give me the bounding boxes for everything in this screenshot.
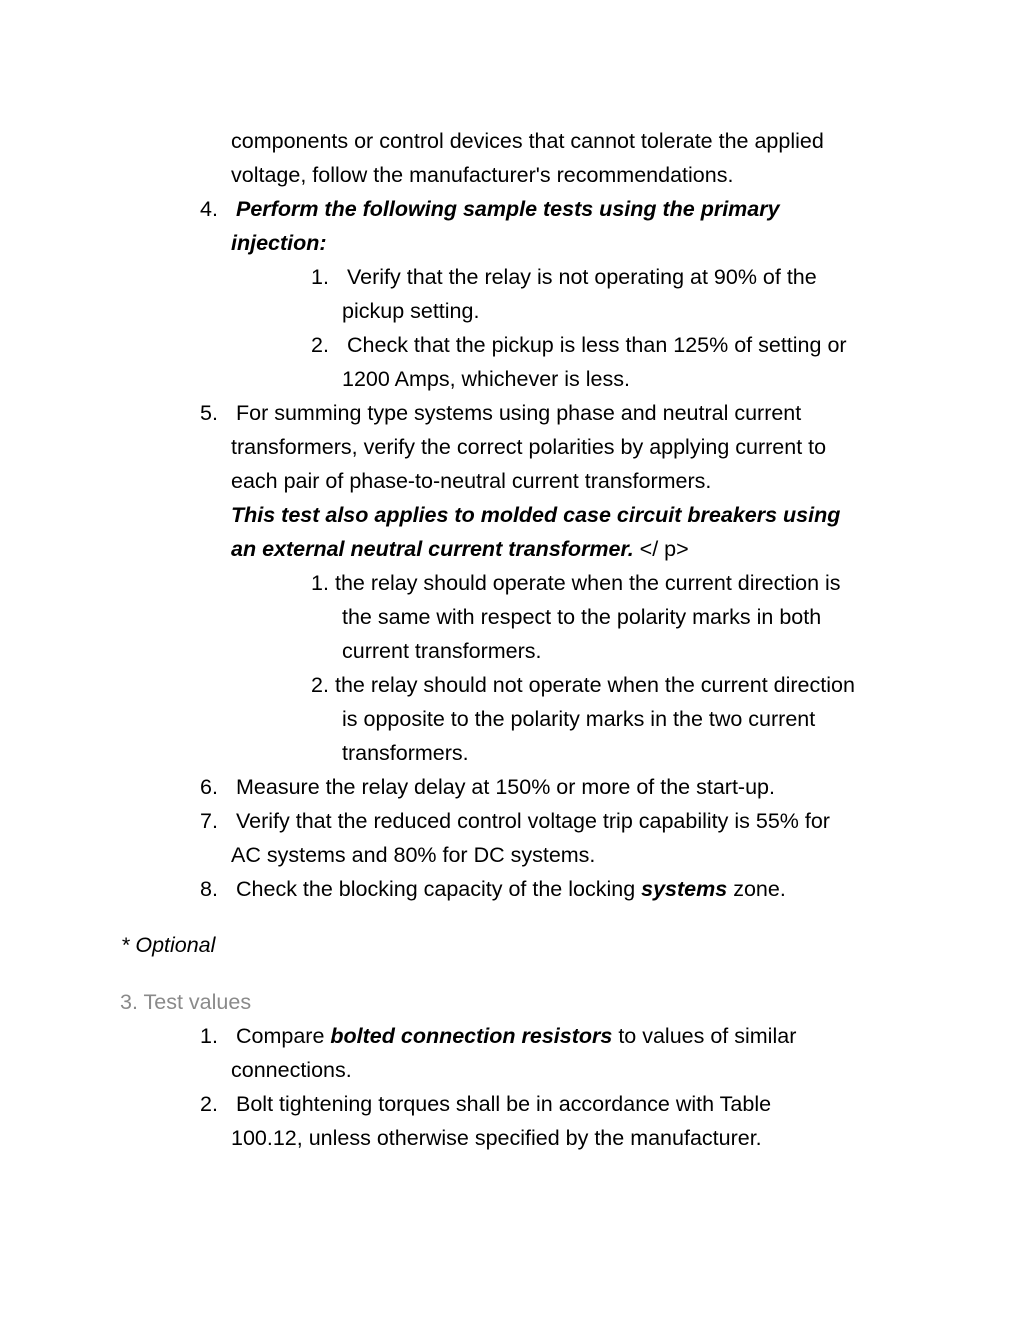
item4-sub1-line-1: Verify that the relay is not operating at 90% of the	[347, 265, 817, 289]
item5-line-2: transformers, verify the correct polarities by applying current to	[231, 435, 827, 459]
section-heading: 3. Test values	[120, 990, 252, 1014]
section3-item1-line-1	[236, 1019, 796, 1053]
sublist-item-number: 2.	[311, 333, 329, 357]
item5-sub2-line-2: is opposite to the polarity marks in the two current	[342, 707, 816, 731]
item5-note-line-1: This test also applies to molded case circuit breakers using	[231, 503, 841, 527]
item5-note-bold: an external neutral current transformer.	[231, 537, 634, 561]
list-item-number: 2.	[200, 1092, 218, 1116]
sublist-item-number: 1.	[311, 265, 329, 289]
list-item-number: 6.	[200, 775, 218, 799]
item5-note-line-2	[231, 532, 689, 566]
sublist-item-number: 1.	[311, 571, 329, 595]
section3-item1-line-2: connections.	[231, 1058, 352, 1082]
section3-item1-bold: bolted connection resistors	[330, 1024, 613, 1048]
list-item-number: 5.	[200, 401, 218, 425]
item6-line-1: Measure the relay delay at 150% or more of the start-up.	[236, 775, 775, 799]
item8-text-after: zone.	[727, 877, 786, 901]
item7-line-1: Verify that the reduced control voltage trip capability is 55% for	[236, 809, 830, 833]
item4-line-1: Perform the following sample tests using the primary	[236, 197, 780, 221]
sublist-item-number: 2.	[311, 673, 329, 697]
item5-sub1-line-2: the same with respect to the polarity marks in both	[342, 605, 822, 629]
section3-item2-line-1: Bolt tightening torques shall be in accordance with Table	[236, 1092, 772, 1116]
item8-line-1	[236, 872, 786, 906]
section3-item1-text-before: Compare	[236, 1024, 331, 1048]
item5-sub1-line-1: the relay should operate when the current direction is	[335, 571, 841, 595]
continuation-line-1: components or control devices that cannot tolerate the applied	[231, 129, 824, 153]
list-item-number: 8.	[200, 877, 218, 901]
item5-note-tail: </ p>	[633, 537, 689, 561]
list-item-number: 4.	[200, 197, 218, 221]
item4-line-2: injection:	[231, 231, 327, 255]
item4-sub2-line-2: 1200 Amps, whichever is less.	[342, 367, 630, 391]
list-item-number: 1.	[200, 1024, 218, 1048]
section3-item2-line-2: 100.12, unless otherwise specified by the manufacturer.	[231, 1126, 762, 1150]
item8-text-before: Check the blocking capacity of the locking	[236, 877, 642, 901]
item5-sub2-line-1: the relay should not operate when the current direction	[335, 673, 855, 697]
continuation-line-2: voltage, follow the manufacturer's recommendations.	[231, 163, 734, 187]
item5-sub1-line-3: current transformers.	[342, 639, 542, 663]
item5-line-1: For summing type systems using phase and neutral current	[236, 401, 802, 425]
item4-sub1-line-2: pickup setting.	[342, 299, 480, 323]
item5-line-3: each pair of phase-to-neutral current transformers.	[231, 469, 712, 493]
item8-bold: systems	[641, 877, 728, 901]
item4-sub2-line-1: Check that the pickup is less than 125% of setting or	[347, 333, 847, 357]
section3-item1-text-after: to values of similar	[612, 1024, 797, 1048]
list-item-number: 7.	[200, 809, 218, 833]
item5-sub2-line-3: transformers.	[342, 741, 469, 765]
item7-line-2: AC systems and 80% for DC systems.	[231, 843, 596, 867]
optional-note: * Optional	[121, 933, 216, 957]
